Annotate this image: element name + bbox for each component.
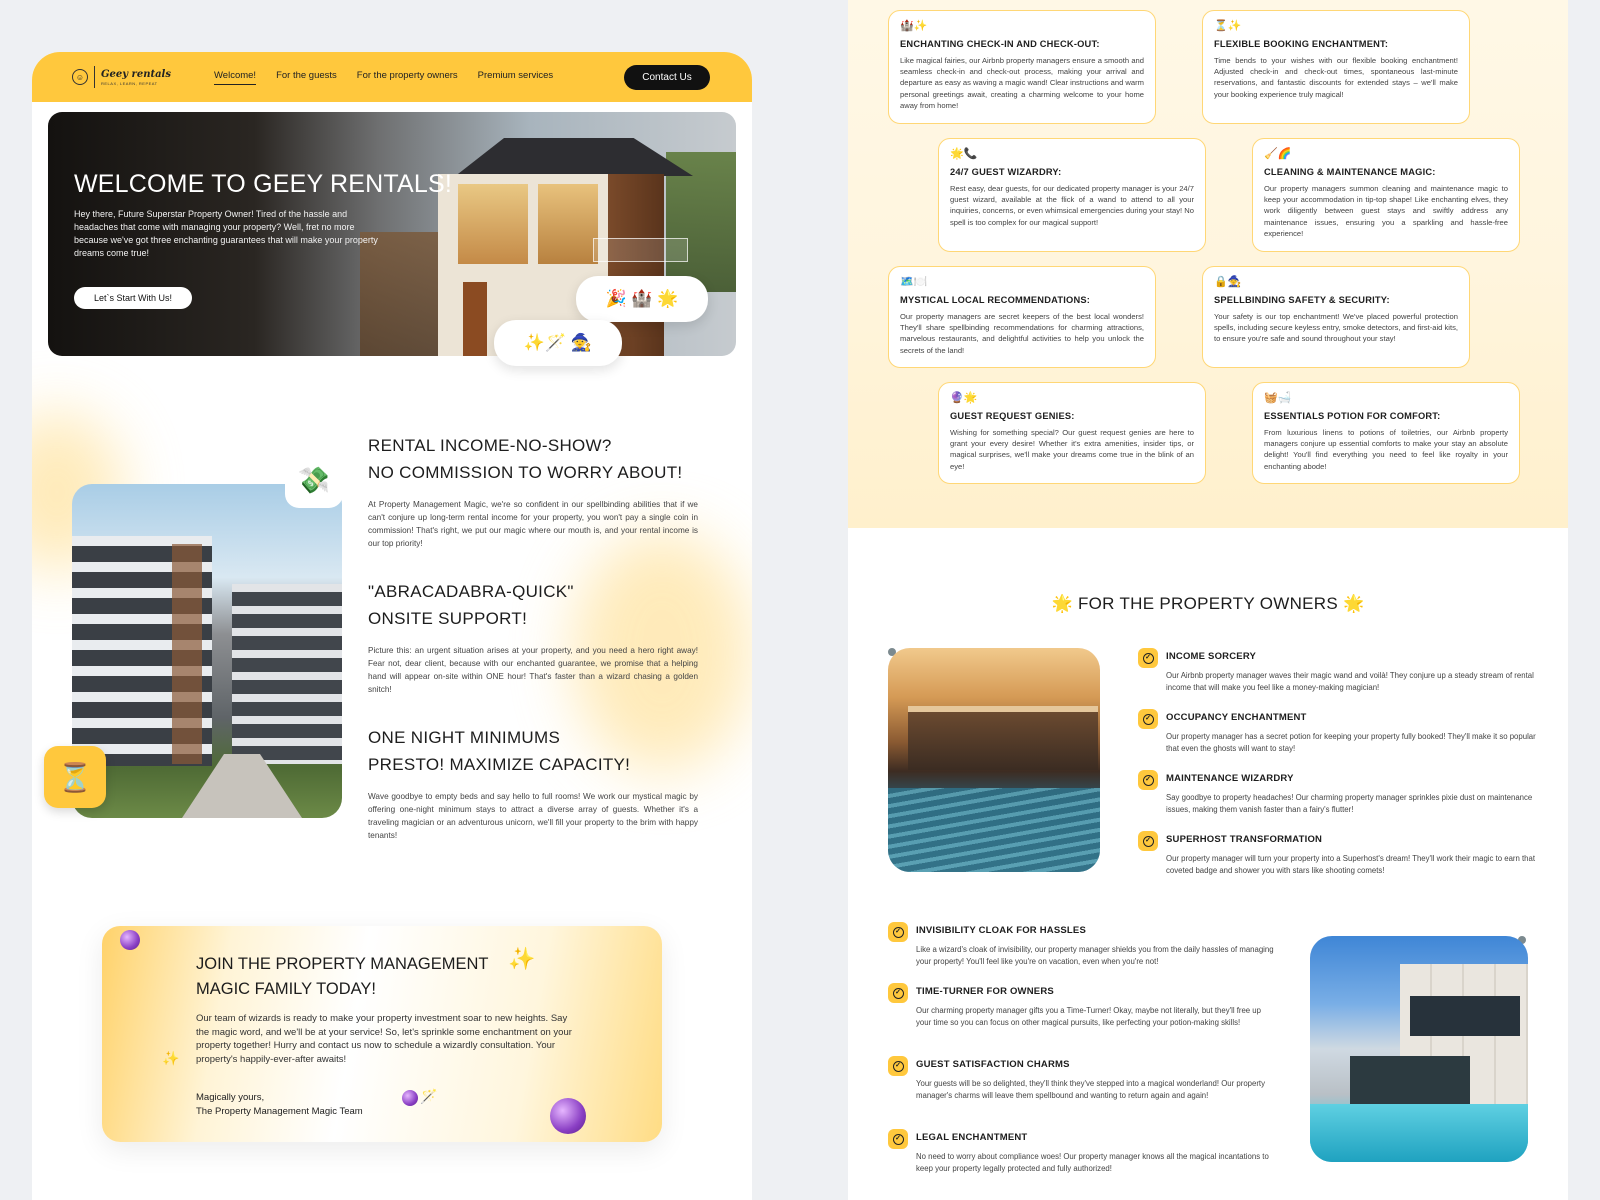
check-circle-icon: ✓ bbox=[1138, 831, 1158, 851]
benefit-title: SUPERHOST TRANSFORMATION bbox=[1166, 834, 1323, 845]
house-window bbox=[538, 184, 598, 264]
feature-title-line: ONSITE SUPPORT! bbox=[368, 609, 528, 628]
logo-tagline: RELAX, LEARN, REPEAT bbox=[101, 80, 158, 86]
feature-title bbox=[368, 578, 708, 632]
service-title: ENCHANTING CHECK-IN AND CHECK-OUT: bbox=[900, 39, 1100, 49]
villa-window bbox=[1410, 996, 1520, 1036]
feature-title-line: "ABRACADABRA-QUICK" bbox=[368, 582, 574, 601]
service-text: From luxurious linens to potions of toiletries, our Airbnb property managers conjure up essential comforts to make your stay an absolute delight! You'll find everything you need to feel like royalty in your enchanting abode! bbox=[1264, 428, 1508, 471]
check-circle-icon: ✓ bbox=[888, 1129, 908, 1149]
house-roof bbox=[423, 138, 693, 176]
house-window bbox=[458, 184, 528, 264]
start-button[interactable]: Let`s Start With Us! bbox=[74, 287, 192, 309]
guest-service-card bbox=[888, 266, 1156, 368]
crystal-ball-icon bbox=[120, 930, 140, 950]
nav-links bbox=[214, 70, 553, 85]
service-emoji-icon: 🔮🌟 bbox=[950, 392, 978, 404]
feature-text: At Property Management Magic, we're so confident in our spellbinding abilities that if we can't conjure up long-term rental income for your property, you won't pay a single coin in commission! That's right, we put our magic where our mouth is, and your rental income is our top priority! bbox=[368, 500, 698, 548]
feature-text: Picture this: an urgent situation arises at your property, and you need a hero right away! Fear not, dear client, because with our enchanted guarantee, we promise that a helping hand will appear on-site within ONE hour! That's faster than a wizard chasing a golden snitch! bbox=[368, 646, 698, 694]
money-icon: 💸 bbox=[285, 452, 343, 508]
service-emoji-icon: 🧹🌈 bbox=[1264, 148, 1292, 160]
service-emoji-icon: 🔒🧙 bbox=[1214, 276, 1242, 288]
nav-for-guests[interactable]: For the guests bbox=[276, 70, 337, 81]
villa-pool-photo bbox=[1310, 936, 1528, 1162]
navbar bbox=[32, 52, 752, 102]
landing-page-left bbox=[32, 52, 752, 1200]
feature-title-line: NO COMMISSION TO WORRY ABOUT! bbox=[368, 463, 683, 482]
logo-name: Geey rentals bbox=[101, 68, 171, 80]
logo[interactable] bbox=[72, 66, 171, 88]
contact-us-button[interactable]: Contact Us bbox=[624, 65, 710, 90]
nav-premium-services[interactable]: Premium services bbox=[477, 70, 554, 81]
service-title: CLEANING & MAINTENANCE MAGIC: bbox=[1264, 167, 1436, 177]
join-team-name: The Property Management Magic Team bbox=[196, 1106, 363, 1117]
nav-for-owners[interactable]: For the property owners bbox=[356, 70, 458, 81]
service-emoji-icon: 🏰✨ bbox=[900, 20, 928, 32]
hero-text: Hey there, Future Superstar Property Owner! Tired of the hassle and headaches that come with managing your property? Well, fret no more because we've got three enchanting guarantees that will make your property dreams come true! bbox=[74, 209, 378, 258]
house-balcony bbox=[593, 238, 688, 262]
join-signoff: Magically yours, bbox=[196, 1092, 265, 1103]
guest-service-card bbox=[938, 382, 1206, 484]
feature-text: Wave goodbye to empty beds and say hello to full rooms! We work our mystical magic by offering one-night minimum stays to attract a diverse array of guests. Whether it's a traveling magician or an adventurous unicorn, we'll fill your property to the brim with happy tenants! bbox=[368, 792, 698, 840]
landing-page-right bbox=[848, 0, 1568, 1200]
pool-water bbox=[888, 788, 1100, 872]
guest-service-card bbox=[1252, 382, 1520, 484]
emoji-pill-magic: ✨🪄 🧙 bbox=[494, 320, 622, 366]
service-title: 24/7 GUEST WIZARDRY: bbox=[950, 167, 1062, 177]
logo-mark-icon: ☺ bbox=[72, 69, 88, 85]
guest-service-card bbox=[1202, 266, 1470, 368]
pool-house-photo bbox=[888, 648, 1100, 872]
service-text: Rest easy, dear guests, for our dedicated property manager is your 24/7 guest wizard, available at the flick of a wand to attend to all your inquiries, concerns, or even whimsical emergencies during your stay! No spell is too complex for our magical support! bbox=[950, 184, 1194, 227]
apartment-photo bbox=[72, 484, 342, 818]
service-text: Our property managers summon cleaning and maintenance magic to keep your accommodation in tip-top shape! Like enchanting elves, they work diligently between guest stays and swiftly address any maintenance issues, ensuring you a sparkling and hassle-free experience! bbox=[1264, 184, 1508, 238]
benefit-text: Say goodbye to property headaches! Our charming property manager sprinkles pixie dust on maintenance issues, making them vanish faster than a fairy's flutter! bbox=[1166, 793, 1533, 814]
benefit-title: INCOME SORCERY bbox=[1166, 651, 1257, 662]
feature-title bbox=[368, 724, 708, 778]
benefit-title: INVISIBILITY CLOAK FOR HASSLES bbox=[916, 925, 1086, 936]
join-title-line: JOIN THE PROPERTY MANAGEMENT bbox=[196, 955, 489, 973]
benefit-title: MAINTENANCE WIZARDRY bbox=[1166, 773, 1294, 784]
benefit-text: Your guests will be so delighted, they'll think they've stepped into a magical wonderland! Our property manager's charms will leave them spellbound and wanting to return again and again! bbox=[916, 1079, 1265, 1100]
check-circle-icon: ✓ bbox=[1138, 709, 1158, 729]
service-emoji-icon: ⏳✨ bbox=[1214, 20, 1242, 32]
service-emoji-icon: 🧺🛁 bbox=[1264, 392, 1292, 404]
building bbox=[232, 584, 342, 764]
sparkles-icon: ✨ bbox=[162, 1050, 180, 1066]
join-title bbox=[196, 952, 516, 1002]
hero-title: WELCOME TO GEEY RENTALS! bbox=[74, 170, 453, 198]
check-circle-icon: ✓ bbox=[888, 983, 908, 1003]
join-text: Our team of wizards is ready to make your property investment soar to new heights. Say the magic word, and we'll be at your service! So, let's sprinkle some enchantment on your property together! Hurry and contact us now to schedule a wizardly consultation. Your property's happily-ever-after awaits! bbox=[196, 1013, 572, 1065]
crystal-ball-icon bbox=[550, 1098, 586, 1134]
benefit-text: Our Airbnb property manager waves their magic wand and voilà! They conjure up a steady stream of rental income that will make you feel like a money-making magician! bbox=[1166, 671, 1534, 692]
check-circle-icon: ✓ bbox=[1138, 770, 1158, 790]
service-text: Your safety is our top enchantment! We've placed powerful protection spells, including secure keyless entry, smoke detectors, and first-aid kits, to ensure you're safe and sound throughout your stay! bbox=[1214, 312, 1458, 344]
logo-divider bbox=[94, 66, 95, 88]
building-wood bbox=[172, 544, 202, 764]
check-circle-icon: ✓ bbox=[888, 922, 908, 942]
villa-pool bbox=[1310, 1104, 1528, 1162]
pool-house bbox=[908, 706, 1098, 770]
benefit-text: Like a wizard's cloak of invisibility, our property manager shields you from the daily hassles of managing your property! You'll feel like you're on vacation, even when you're not! bbox=[916, 945, 1274, 966]
nav-welcome[interactable]: Welcome! bbox=[214, 70, 256, 85]
check-circle-icon: ✓ bbox=[1138, 648, 1158, 668]
benefit-text: Our property manager has a secret potion for keeping your property fully booked! They'll make it so popular that even the ghosts will want to stay! bbox=[1166, 732, 1536, 753]
benefit-title: OCCUPANCY ENCHANTMENT bbox=[1166, 712, 1307, 723]
feature-title bbox=[368, 432, 708, 486]
house-door bbox=[463, 282, 487, 356]
feature-title-line: ONE NIGHT MINIMUMS bbox=[368, 728, 561, 747]
service-title: SPELLBINDING SAFETY & SECURITY: bbox=[1214, 295, 1390, 305]
guest-service-card bbox=[938, 138, 1206, 252]
emoji-pill-celebration: 🎉 🏰 🌟 bbox=[576, 276, 708, 322]
benefit-title: GUEST SATISFACTION CHARMS bbox=[916, 1059, 1070, 1070]
service-text: Wishing for something special? Our guest request genies are here to grant your every desire! Whether it's extra amenities, insider tips, or magical surprises, we'll make your dreams come true in the blink of an eye! bbox=[950, 428, 1194, 471]
hourglass-icon: ⏳ bbox=[44, 746, 106, 808]
benefit-title: LEGAL ENCHANTMENT bbox=[916, 1132, 1028, 1143]
service-text: Like magical fairies, our Airbnb property managers ensure a smooth and seamless check-in and check-out process, making your arrival and departure as easy as waving a magic wand! Clear instructions and warm personal greetings await, creating a charming welcome to your home away from home! bbox=[900, 56, 1144, 110]
service-text: Time bends to your wishes with our flexible booking enchantment! Adjusted check-in and check-out times, spontaneous last-minute reservations, and fantastic discounts for extended stays – we'll make your booking experience truly magical! bbox=[1214, 56, 1458, 99]
benefit-text: No need to worry about compliance woes! Our property manager knows all the magical incantations to keep your property legally protected and fully authorized! bbox=[916, 1152, 1269, 1173]
check-circle-icon: ✓ bbox=[888, 1056, 908, 1076]
join-title-line: MAGIC FAMILY TODAY! bbox=[196, 980, 377, 998]
benefit-title: TIME-TURNER FOR OWNERS bbox=[916, 986, 1054, 997]
owners-heading: 🌟 FOR THE PROPERTY OWNERS 🌟 bbox=[1051, 594, 1365, 613]
benefit-text: Our property manager will turn your property into a Superhost's dream! They'll work their magic to earn that coveted badge and shower you with stars like shooting comets! bbox=[1166, 854, 1536, 875]
service-text: Our property managers are secret keepers of the best local wonders! They'll share spellbinding recommendations for charming attractions, marvelous restaurants, and delightful activities to help you unlock the secrets of the land! bbox=[900, 312, 1144, 355]
sparkles-icon: ✨ bbox=[508, 946, 536, 971]
join-family-card bbox=[102, 926, 662, 1142]
service-title: GUEST REQUEST GENIES: bbox=[950, 411, 1075, 421]
guest-service-card bbox=[1252, 138, 1520, 252]
crystal-ball-icon bbox=[402, 1090, 418, 1106]
service-title: ESSENTIALS POTION FOR COMFORT: bbox=[1264, 411, 1441, 421]
wand-icon: 🪄 bbox=[420, 1088, 438, 1104]
service-emoji-icon: 🌟📞 bbox=[950, 148, 978, 160]
benefit-text: Our charming property manager gifts you a Time-Turner! Okay, maybe not literally, but they'll free up your time so you can focus on other magical pursuits, like perfecting your potion-making skills! bbox=[916, 1006, 1261, 1027]
feature-title-line: PRESTO! MAXIMIZE CAPACITY! bbox=[368, 755, 631, 774]
service-emoji-icon: 🗺️🍽️ bbox=[900, 276, 928, 288]
guest-service-card bbox=[1202, 10, 1470, 124]
service-title: MYSTICAL LOCAL RECOMMENDATIONS: bbox=[900, 295, 1091, 305]
feature-title-line: RENTAL INCOME-NO-SHOW? bbox=[368, 436, 612, 455]
service-title: FLEXIBLE BOOKING ENCHANTMENT: bbox=[1214, 39, 1389, 49]
guest-service-card bbox=[888, 10, 1156, 124]
